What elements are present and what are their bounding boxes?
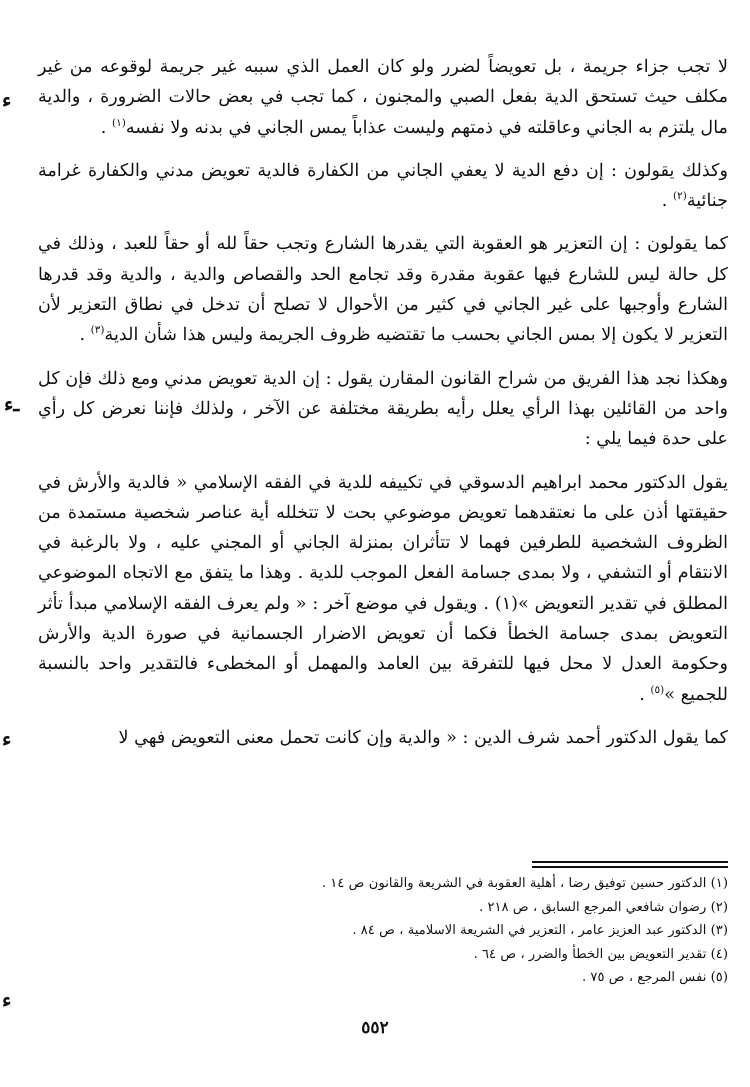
text-tail: .	[639, 684, 651, 705]
footnote: (٣) الدكتور عبد العزيز عامر ، التعزير في الشريعة الاسلامية ، ص ٨٤ .	[352, 923, 728, 938]
footnote-divider	[532, 866, 728, 868]
text-line: الدية	[104, 325, 139, 346]
margin-mark: ـﺀ	[4, 392, 20, 416]
margin-mark: ﺀ	[2, 988, 12, 1012]
text-line: يقول الدكتور محمد ابراهيم الدسوقي في تكييفه للدية في الفقه الإسلامي « فالدية والأرش	[67, 472, 728, 493]
text-tail: .	[100, 117, 112, 138]
footnote-ref: (٣)	[90, 324, 105, 337]
paragraph-4	[38, 364, 728, 455]
text-line: الموضوعي المطلق في تقدير التعويض »(١) . ويقول في موضع آخر : « ولم يعرف الفقه الإسلامي	[38, 563, 728, 614]
footnote: (٢) رضوان شافعي المرجع السابق ، ص ٢١٨ .	[479, 899, 728, 915]
text-line: ذلك فإن كل واحد من القائلين بهذا الرأي يعلل رأيه بطريقة مختلفة عن الآخر ، ولذلك فإننا	[38, 368, 729, 419]
margin-mark: ﺀ	[2, 727, 12, 751]
document-body	[38, 52, 728, 766]
text-tail: .	[79, 325, 91, 346]
text-line: في حقيقتها أذن على ما نعتقدهما تعويض موضوعي بحت لا تتخلله أية عناصر شخصية مستمدة	[38, 472, 728, 523]
text-line: غرامة جنائية	[38, 160, 728, 212]
text-line: وهكذا نجد هذا الفريق من شراح القانون المقارن يقول : إن الدية تعويض مدني ومع	[131, 368, 729, 389]
footnote-ref: (١)	[111, 116, 126, 129]
margin-mark: ﺀ	[2, 88, 12, 112]
text-line: التعزير لأن التعزير لا يكون إلا بمس الجاني بحسب ما تقتضيه ظروف الجريمة وليس هذا شأن	[38, 295, 728, 346]
text-line: لا تجب جزاء جريمة ، بل تعويضاً لضرر ولو كان العمل الذي سببه غير جريمة لوقوعه من غير	[38, 57, 728, 77]
footnote-divider	[532, 861, 728, 863]
text-line: بالنسبة للجميع »	[38, 654, 728, 705]
paragraph-2	[38, 156, 728, 217]
text-line: وكذلك يقولون : إن دفع الدية لا يعفي الجاني من الكفارة فالدية تعويض مدني والكفارة	[87, 160, 729, 181]
footnote: (١) الدكتور حسين توفيق رضا ، أهلية العقوبة في الشريعة والقانون ص ١٤ .	[321, 876, 728, 891]
footnotes	[68, 872, 728, 990]
footnote-ref: (٢)	[672, 190, 687, 203]
text-tail: .	[661, 191, 673, 212]
text-line: كما يقولون : إن التعزير هو العقوبة التي يقدرها الشارع وتجب حقاً لله أو حقاً للعبد ،	[111, 234, 729, 255]
text-line: مبدأ تأثر التعويض بمدى جسامة الخطأ فكما أن تعويض الاضرار الجسمانية في صورة الدية	[38, 593, 729, 645]
footnote: (٥) نفس المرجع ، ص ٧٥ .	[581, 970, 728, 985]
paragraph-6	[38, 723, 728, 753]
text-line: نعرض كل رأي على حدة فيما يلي :	[38, 398, 728, 450]
text-line: كما يقول الدكتور أحمد شرف الدين : « والدية وإن كانت تحمل معنى التعويض فهي لا	[118, 727, 728, 748]
text-line: وذلك في كل حالة ليس للشارع فيها عقوبة مقدرة وقد تجامع الحد والقصاص والدية ، والدية	[38, 234, 729, 285]
paragraph-5	[38, 468, 728, 710]
page-number: ٥٥٢	[361, 1018, 389, 1038]
text-line: والأرش وحكومة العدل لا محل فيها للتفرقة بين العامد والمهمل أو المخطىء فالتقدير واحد	[38, 624, 728, 675]
text-line: الانتقام أو التشفي ، ولا بمدى جسامة الفعل الموجب للدية . وهذا ما يتفق مع الاتجاه	[122, 563, 728, 584]
text-line: مكلف حيث تستحق الدية بفعل الصبي والمجنون ، كما تجب في بعض حالات الضرورة ،	[87, 87, 729, 108]
text-line: والدية مال يلتزم به الجاني وعاقلته في ذمتهم وليست عذاباً يمس الجاني في بدنه ولا نفسه	[38, 87, 728, 138]
text-line: وقد قدرها الشارع وأوجبها على غير الجاني في كثير من الأحوال لا تصلح أن تدخل في نطاق	[38, 264, 729, 316]
footnote-ref: (٥)	[650, 683, 665, 696]
footnote: (٤) تقدير التعويض بين الخطأ والضرر ، ص ٦٤ .	[473, 946, 728, 962]
text-line: من الظروف الشخصية للطرفين فهما لا تتأثران بمنزلة الجاني أو المجني عليه ، ولا بالرغبة في	[38, 502, 728, 554]
paragraph-1	[38, 52, 728, 143]
paragraph-3	[38, 229, 728, 350]
